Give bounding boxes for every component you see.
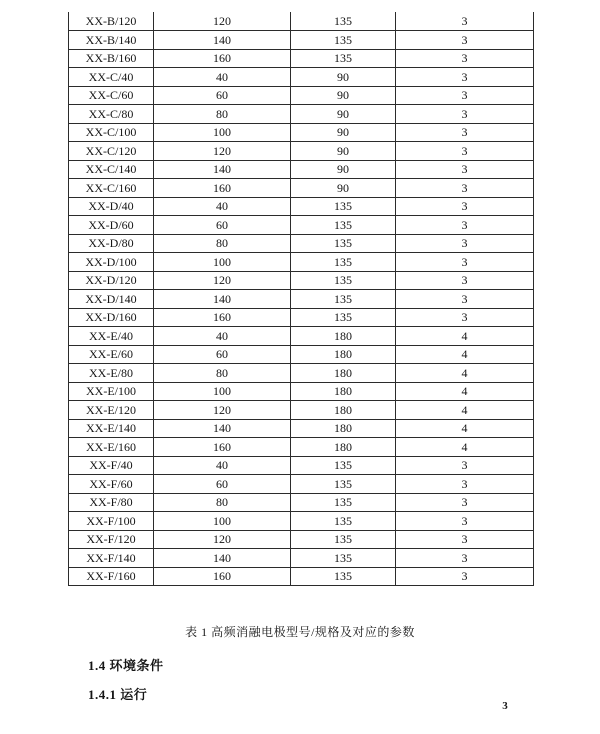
table-cell: 4 [396, 327, 534, 346]
table-cell: 135 [291, 216, 396, 235]
table-cell: 4 [396, 438, 534, 457]
table-cell: 3 [396, 179, 534, 198]
table-cell: 90 [291, 179, 396, 198]
table-cell: 180 [291, 401, 396, 420]
table-cell: XX-D/40 [69, 197, 154, 216]
section-heading-operation: 1.4.1 运行 [88, 687, 148, 702]
table-cell: 135 [291, 549, 396, 568]
table-cell: XX-D/120 [69, 271, 154, 290]
table-cell: 3 [396, 290, 534, 309]
table-row [69, 327, 534, 346]
table-cell: 135 [291, 234, 396, 253]
table-row [69, 197, 534, 216]
table-cell: 4 [396, 382, 534, 401]
table-cell: 135 [291, 253, 396, 272]
table-cell: 80 [154, 493, 291, 512]
table-cell: 140 [154, 31, 291, 50]
table-row [69, 234, 534, 253]
table-cell: 135 [291, 512, 396, 531]
table-row [69, 438, 534, 457]
table-cell: XX-E/120 [69, 401, 154, 420]
table-cell: 3 [396, 234, 534, 253]
table-row [69, 179, 534, 198]
table-cell: 60 [154, 86, 291, 105]
table-cell: 180 [291, 419, 396, 438]
page-number: 3 [502, 700, 508, 712]
table-cell: 90 [291, 105, 396, 124]
table-cell: 3 [396, 31, 534, 50]
table-cell: 180 [291, 327, 396, 346]
table-cell: 100 [154, 512, 291, 531]
table-cell: XX-F/80 [69, 493, 154, 512]
table-cell: 3 [396, 512, 534, 531]
table-cell: XX-D/160 [69, 308, 154, 327]
table-cell: 135 [291, 290, 396, 309]
table-cell: XX-C/140 [69, 160, 154, 179]
table-cell: XX-F/120 [69, 530, 154, 549]
table-cell: 90 [291, 123, 396, 142]
table-cell: XX-C/100 [69, 123, 154, 142]
table-cell: XX-C/160 [69, 179, 154, 198]
table-cell: 140 [154, 419, 291, 438]
table-cell: 60 [154, 475, 291, 494]
table-row [69, 142, 534, 161]
table-cell: 90 [291, 68, 396, 87]
table-cell: 135 [291, 567, 396, 586]
table-cell: 3 [396, 493, 534, 512]
table-row [69, 160, 534, 179]
table-cell: XX-C/40 [69, 68, 154, 87]
table-cell: 3 [396, 308, 534, 327]
table-cell: 135 [291, 456, 396, 475]
table-cell: XX-B/140 [69, 31, 154, 50]
table-cell: 3 [396, 530, 534, 549]
table-cell: 135 [291, 530, 396, 549]
table-cell: 40 [154, 197, 291, 216]
table-cell: 3 [396, 105, 534, 124]
table-row [69, 31, 534, 50]
table-row [69, 549, 534, 568]
table-cell: 3 [396, 86, 534, 105]
table-cell: 4 [396, 345, 534, 364]
table-cell: XX-C/80 [69, 105, 154, 124]
table-cell: 160 [154, 438, 291, 457]
table-cell: XX-C/60 [69, 86, 154, 105]
table-row [69, 271, 534, 290]
table-row [69, 456, 534, 475]
table-cell: 90 [291, 86, 396, 105]
table-cell: 100 [154, 123, 291, 142]
table-row [69, 68, 534, 87]
table-row [69, 290, 534, 309]
table-cell: XX-E/100 [69, 382, 154, 401]
table-row [69, 401, 534, 420]
table-cell: XX-C/120 [69, 142, 154, 161]
table-cell: 180 [291, 345, 396, 364]
table-row [69, 216, 534, 235]
table-row [69, 419, 534, 438]
table-cell: 40 [154, 456, 291, 475]
table-cell: 40 [154, 68, 291, 87]
table-row [69, 530, 534, 549]
table-cell: 40 [154, 327, 291, 346]
table-row [69, 382, 534, 401]
table-cell: XX-D/60 [69, 216, 154, 235]
table-cell: XX-E/80 [69, 364, 154, 383]
table-cell: 3 [396, 12, 534, 31]
table-cell: XX-B/120 [69, 12, 154, 31]
table-cell: 135 [291, 308, 396, 327]
table-cell: XX-F/100 [69, 512, 154, 531]
table-cell: 160 [154, 179, 291, 198]
table-row [69, 308, 534, 327]
table-cell: 4 [396, 364, 534, 383]
table-cell: 3 [396, 216, 534, 235]
table-cell: 90 [291, 142, 396, 161]
section-heading-environment-conditions: 1.4 环境条件 [88, 658, 164, 673]
table-cell: 100 [154, 382, 291, 401]
table-cell: XX-E/60 [69, 345, 154, 364]
spec-table-body [69, 12, 534, 586]
table-cell: XX-E/40 [69, 327, 154, 346]
table-cell: 80 [154, 364, 291, 383]
table-row [69, 49, 534, 68]
table-cell: 3 [396, 160, 534, 179]
table-cell: XX-E/140 [69, 419, 154, 438]
table-cell: 180 [291, 382, 396, 401]
table-row [69, 105, 534, 124]
table-cell: 135 [291, 49, 396, 68]
table-cell: 4 [396, 401, 534, 420]
table-cell: 3 [396, 549, 534, 568]
table-cell: 3 [396, 49, 534, 68]
table-cell: XX-F/40 [69, 456, 154, 475]
table-row [69, 345, 534, 364]
table-cell: 120 [154, 530, 291, 549]
table-cell: 160 [154, 308, 291, 327]
table-cell: 3 [396, 475, 534, 494]
electrode-spec-table [68, 12, 534, 586]
table-cell: 135 [291, 31, 396, 50]
table-cell: 120 [154, 271, 291, 290]
table-cell: 120 [154, 142, 291, 161]
table-cell: 3 [396, 567, 534, 586]
table-cell: 160 [154, 49, 291, 68]
table-row [69, 512, 534, 531]
table-cell: 135 [291, 271, 396, 290]
table-cell: 80 [154, 234, 291, 253]
table-cell: 3 [396, 271, 534, 290]
table-cell: 135 [291, 197, 396, 216]
table-cell: 3 [396, 456, 534, 475]
table-cell: XX-B/160 [69, 49, 154, 68]
table-cell: 120 [154, 401, 291, 420]
table-row [69, 12, 534, 31]
table-caption: 表 1 高频消融电极型号/规格及对应的参数 [185, 625, 415, 639]
table-cell: 4 [396, 419, 534, 438]
table-row [69, 493, 534, 512]
table-cell: XX-D/140 [69, 290, 154, 309]
table-cell: XX-E/160 [69, 438, 154, 457]
table-cell: 135 [291, 12, 396, 31]
table-cell: XX-F/60 [69, 475, 154, 494]
table-cell: XX-D/100 [69, 253, 154, 272]
table-cell: 180 [291, 364, 396, 383]
table-cell: 3 [396, 197, 534, 216]
table-cell: 135 [291, 493, 396, 512]
table-row [69, 86, 534, 105]
table-cell: 180 [291, 438, 396, 457]
table-cell: 60 [154, 216, 291, 235]
table-cell: 140 [154, 160, 291, 179]
table-row [69, 475, 534, 494]
table-cell: 135 [291, 475, 396, 494]
table-row [69, 123, 534, 142]
table-cell: XX-F/140 [69, 549, 154, 568]
table-row [69, 253, 534, 272]
table-cell: 120 [154, 12, 291, 31]
table-cell: 3 [396, 253, 534, 272]
table-cell: 3 [396, 123, 534, 142]
table-row [69, 567, 534, 586]
table-row [69, 364, 534, 383]
table-cell: XX-D/80 [69, 234, 154, 253]
table-cell: 160 [154, 567, 291, 586]
table-cell: XX-F/160 [69, 567, 154, 586]
table-cell: 100 [154, 253, 291, 272]
table-cell: 140 [154, 549, 291, 568]
table-cell: 90 [291, 160, 396, 179]
table-cell: 140 [154, 290, 291, 309]
table-cell: 80 [154, 105, 291, 124]
table-cell: 60 [154, 345, 291, 364]
table-cell: 3 [396, 142, 534, 161]
table-cell: 3 [396, 68, 534, 87]
